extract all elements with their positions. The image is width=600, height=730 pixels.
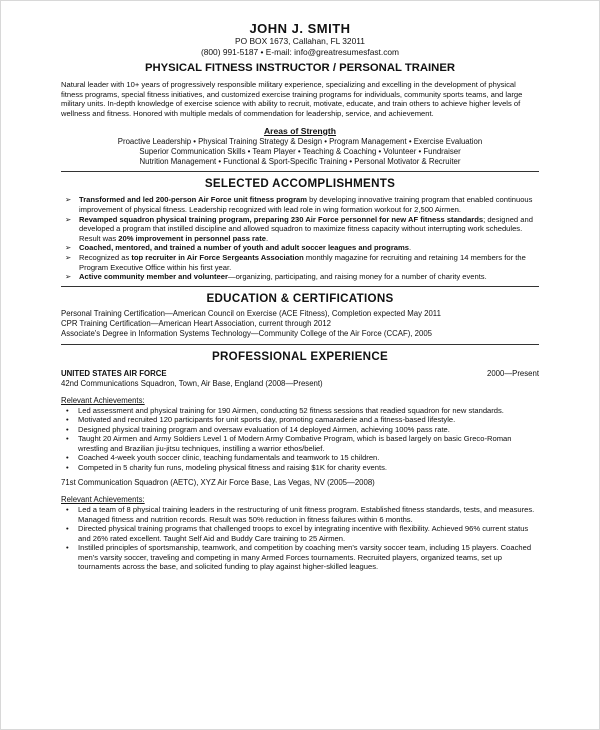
summary-paragraph: Natural leader with 10+ years of progressively responsible military experience, specializing and excelling in the development of physical fitness programs, special fitness initiatives, and customized exercise training programs for individuals, community sports teams, and large military units. In-depth knowledge of exercise science with ability to recruit, motivate, educate, and train others to achieve higher levels of wellness and fitness. Honored with multiple medals of commendation for leadership, service, and achievement. (61, 80, 523, 119)
strengths-line: Nutrition Management • Functional & Sport-Specific Training • Personal Motivator & Recruiter (139, 157, 461, 167)
accomplishment-text: . (408, 243, 412, 253)
employer-name: UNITED STATES AIR FORCE (61, 368, 167, 378)
achievements-list (61, 406, 539, 473)
candidate-name: JOHN J. SMITH (249, 21, 351, 36)
resume-content (61, 21, 539, 572)
section-divider (61, 344, 539, 345)
section-divider (61, 286, 539, 287)
list-item (61, 453, 539, 463)
list-item (61, 434, 539, 453)
achievement-text: Competed in 5 charity fun runs, modeling physical fitness and raising $1K for charity events. (78, 462, 387, 472)
list-item (61, 195, 539, 214)
professional-title: PHYSICAL FITNESS INSTRUCTOR / PERSONAL TRAINER (144, 62, 456, 74)
achievement-text: Designed physical training program and oversaw evaluation of 14 deployed Airmen, achieving 100% pass rate. (78, 424, 450, 434)
employment-dates: 2000—Present (486, 368, 539, 378)
education-heading: EDUCATION & CERTIFICATIONS (206, 291, 394, 305)
arrow-bullet-icon: ➢ (65, 252, 72, 262)
achievement-text: Directed physical training programs that challenged troops to excel by integrating incentive with flexibility. Achieved 96% current status and 26% rated excellent. Taught Self Aid and Buddy Care training to 25 Airmen. (78, 524, 529, 543)
accomplishment-text: —organizing, participating, and raising money for a number of charity events. (227, 272, 487, 282)
bullet-icon: • (66, 505, 69, 515)
relevant-achievements-heading: Relevant Achievements: (61, 495, 145, 505)
bullet-icon: • (66, 415, 69, 425)
unit-name: 71st Communication Squadron (AETC), XYZ Air Force Base, Las Vegas, NV (2005—2008) (61, 478, 375, 488)
list-item (61, 505, 539, 524)
relevant-achievements-heading: Relevant Achievements: (61, 395, 145, 405)
job-header (61, 369, 539, 379)
achievement-text: Led assessment and physical training for 190 Airmen, conducting 52 fitness sessions that readied squadron for new standards. (78, 405, 504, 415)
education-line: Personal Training Certification—American Council on Exercise (ACE Fitness), Completion expected May 2011 (61, 308, 441, 318)
education-line: CPR Training Certification—American Heart Association, current through 2012 (61, 319, 331, 329)
list-item (61, 406, 539, 416)
accomplishment-bold: top recruiter in Air Force Sergeants Association (131, 252, 304, 262)
achievement-text: Coached 4-week youth soccer clinic, teaching fundamentals and teamwork to 15 children. (78, 453, 380, 463)
bullet-icon: • (66, 524, 69, 534)
arrow-bullet-icon: ➢ (65, 214, 72, 224)
accomplishment-text: Recognized as (79, 252, 132, 262)
accomplishment-bold: 20% improvement in personnel pass rate (118, 233, 266, 243)
achievement-text: Motivated and recruited 120 participants for unit sports day, promoting camaraderie and a fitness-based lifestyle. (78, 415, 456, 425)
achievement-text: Instilled principles of sportsmanship, teamwork, and competition by coaching men's varsity soccer team, including 15 players. Coached men's varsity soccer, traveling and competing in many Armed Forces tournaments. Recruited players, organized teams, set up tournaments across the base, and solicited funding to play against higher-skilled leagues. (78, 543, 532, 572)
list-item (61, 215, 539, 244)
list-item (61, 272, 539, 282)
achievements-list (61, 505, 539, 572)
bullet-icon: • (66, 424, 69, 434)
list-item (61, 415, 539, 425)
achievement-text: Taught 20 Airmen and Army Soldiers Level 1 of Modern Army Combative Program, which is based largely on basic Greco-Roman wrestling and Brazilian jiu-jitsu techniques, instilling a warrior ethos/belief. (78, 434, 512, 453)
accomplishment-text: . (265, 233, 269, 243)
experience-heading: PROFESSIONAL EXPERIENCE (211, 349, 389, 363)
accomplishment-bold: Active community member and volunteer (79, 272, 228, 282)
unit-name: 42nd Communications Squadron, Town, Air Base, England (2008—Present) (61, 378, 323, 388)
contact-address: PO BOX 1673, Callahan, FL 32011 (235, 36, 365, 46)
accomplishments-list (61, 195, 539, 281)
list-item (61, 524, 539, 543)
list-item (61, 543, 539, 572)
bullet-icon: • (66, 405, 69, 415)
strengths-heading: Areas of Strength (263, 125, 337, 136)
list-item (61, 425, 539, 435)
bullet-icon: • (66, 543, 69, 553)
list-item (61, 463, 539, 473)
section-divider (61, 171, 539, 172)
accomplishment-text: monthly magazine for recruiting and retaining 14 members for the Program Executive Office within his first year. (79, 252, 526, 272)
accomplishment-text: ; designed and developed a program that instilled discipline and allowed squadron to maximize fitness capacity without interrupting work schedules. Result was (79, 214, 533, 243)
bullet-icon: • (66, 453, 69, 463)
arrow-bullet-icon: ➢ (65, 195, 72, 205)
achievement-text: Led a team of 8 physical training leaders in the restructuring of unit fitness program. Established fitness standards, tests, and measures. Managed fitness and nutrition records. Result was 50% reduction in fitness failures within 6 months. (78, 505, 535, 524)
accomplishment-bold: Coached, mentored, and trained a number of youth and adult soccer leagues and programs (79, 243, 409, 253)
arrow-bullet-icon: ➢ (65, 272, 72, 282)
accomplishment-text: by developing innovative training program that enabled continuous improvement of physical fitness. Leadership recognized with lead role in wing formation workout for 2,500 Airmen. (79, 195, 533, 215)
contact-phone-email: (800) 991-5187 • E-mail: info@greatresumesfast.com (200, 46, 400, 57)
list-item (61, 243, 539, 253)
list-item (61, 253, 539, 272)
bullet-icon: • (66, 462, 69, 472)
strengths-line: Superior Communication Skills • Team Player • Teaching & Coaching • Volunteer • Fundraiser (139, 147, 461, 157)
accomplishments-heading: SELECTED ACCOMPLISHMENTS (204, 177, 396, 191)
accomplishment-bold: Transformed and led 200-person Air Force unit fitness program (79, 195, 308, 205)
strengths-line: Proactive Leadership • Physical Training Strategy & Design • Program Management • Exercise Evaluation (117, 136, 483, 146)
bullet-icon: • (66, 434, 69, 444)
accomplishment-bold: Revamped squadron physical training program, preparing 230 Air Force personnel for new AF fitness standards (79, 214, 484, 224)
education-line: Associate's Degree in Information Systems Technology—Community College of the Air Force (CCAF), 2005 (61, 329, 432, 339)
arrow-bullet-icon: ➢ (65, 243, 72, 253)
